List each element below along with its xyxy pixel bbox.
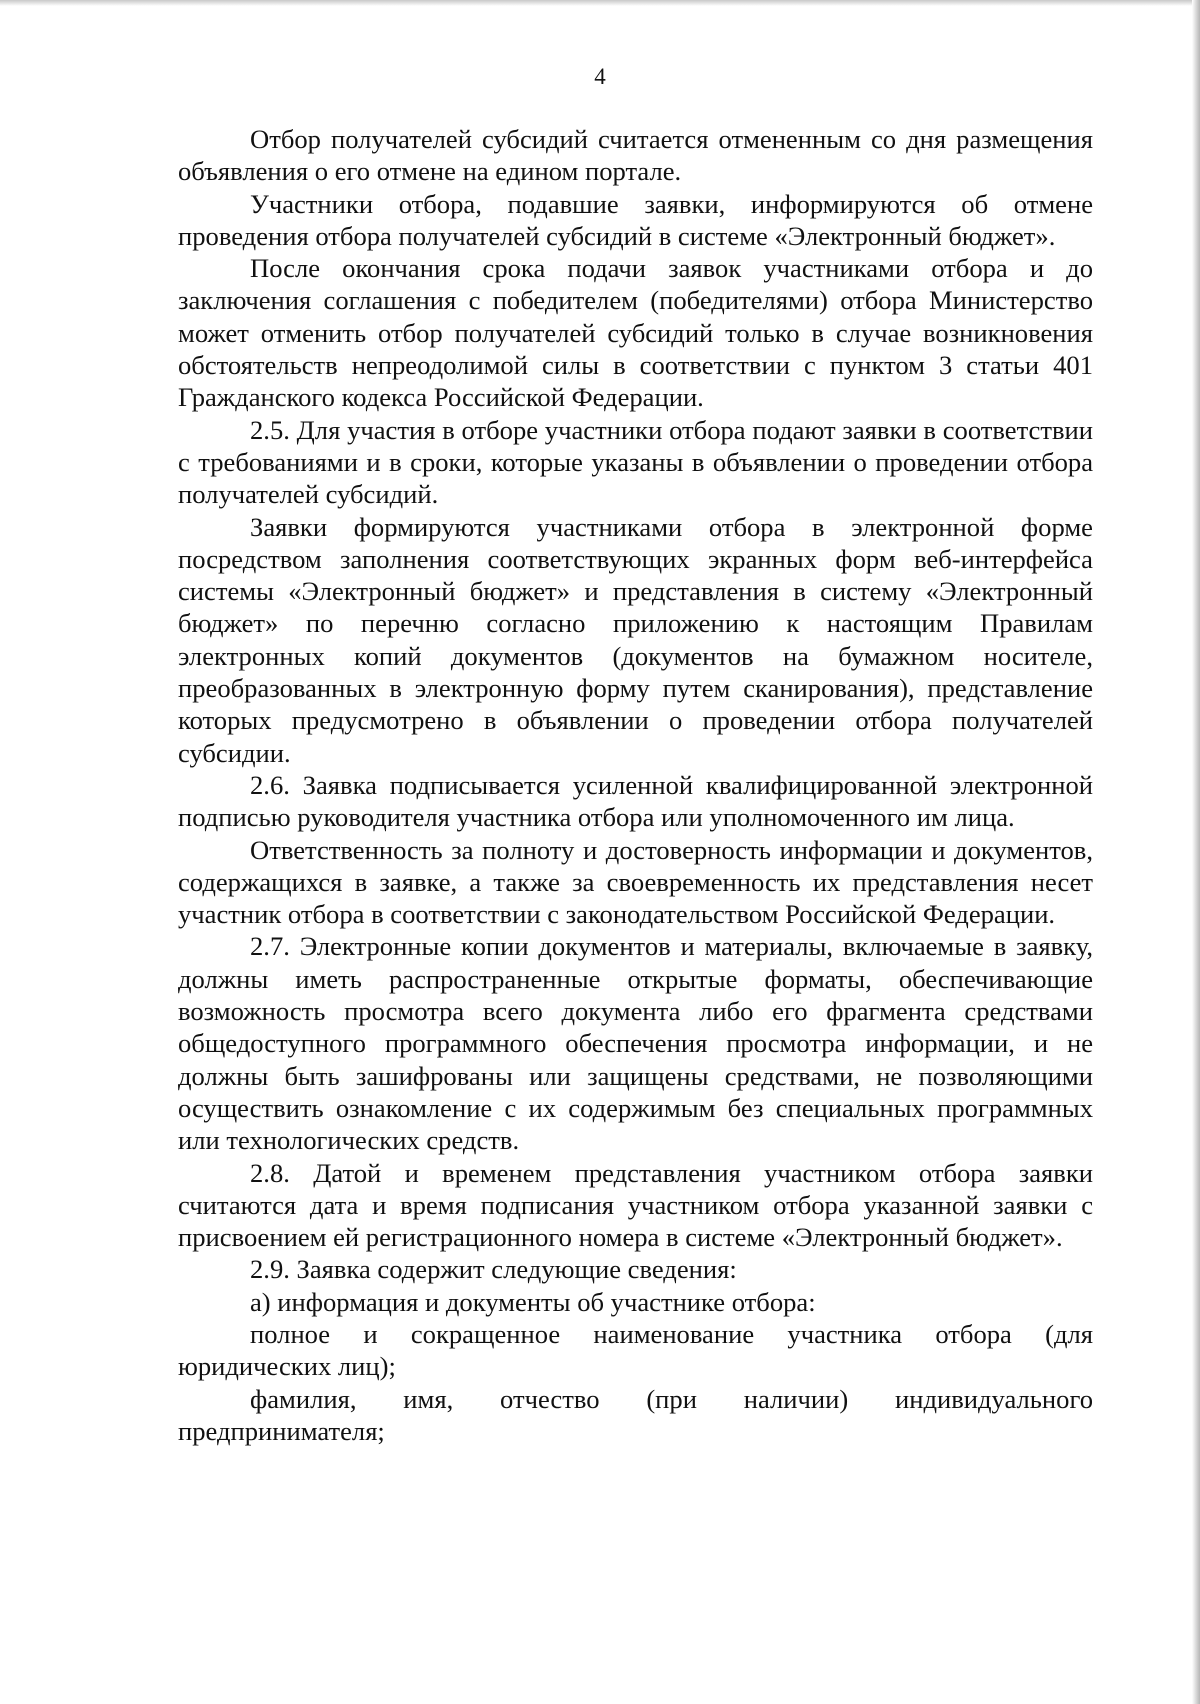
page-number: 4: [594, 64, 606, 89]
paragraph-entrepreneur-name: фамилия, имя, отчество (при наличии) индивидуального предпринимателя;: [178, 1383, 1093, 1446]
document-body: [178, 123, 1093, 1447]
paragraph-2-8: 2.8. Датой и временем представления участником отбора заявки считаются дата и время подписания участником отбора указанной заявки с присвоением ей регистрационного номера в системе «Электронный бюджет».: [178, 1157, 1093, 1253]
paragraph-2-5: 2.5. Для участия в отборе участники отбора подают заявки в соответствии с требованиями и в сроки, которые указаны в объявлении о проведении отбора получателей субсидий.: [178, 414, 1093, 510]
paragraph-2-9: 2.9. Заявка содержит следующие сведения:: [250, 1254, 737, 1285]
paragraph-item-a: а) информация и документы об участнике отбора:: [250, 1286, 816, 1317]
paragraph-application-forming: Заявки формируются участниками отбора в электронной форме посредством заполнения соответствующих экранных форм веб-интерфейса системы «Электронный бюджет» и представления в систему «Электронный бюджет» по перечню согласно приложению к настоящим Правилам электронных копий документов (документов на бумажном носителе, преобразованных в электронную форму путем сканирования), представление которых предусмотрено в объявлении о проведении отбора получателей субсидии.: [178, 511, 1093, 768]
paragraph-participants-notified: Участники отбора, подавшие заявки, информируются об отмене проведения отбора получателей субсидий в системе «Электронный бюджет».: [178, 188, 1093, 251]
paragraph-full-name-legal: полное и сокращенное наименование участника отбора (для юридических лиц);: [178, 1318, 1093, 1382]
scan-edge-right: [1192, 0, 1200, 1704]
paragraph-2-7: 2.7. Электронные копии документов и материалы, включаемые в заявку, должны иметь распространенные открытые форматы, обеспечивающие возможность просмотра всего документа либо его фрагмента средствами общедоступного программного обеспечения просмотра информации, и не должны быть зашифрованы или защищены средствами, не позволяющими осуществить ознакомление с их содержимым без специальных программных или технологических средств.: [178, 931, 1093, 1156]
paragraph-selection-cancel: Отбор получателей субсидий считается отмененным со дня размещения объявления о его отмене на едином портале.: [178, 124, 1093, 187]
scan-edge-top: [0, 0, 1200, 6]
paragraph-responsibility: Ответственность за полноту и достоверность информации и документов, содержащихся в заявке, а также за своевременность их представления несет участник отбора в соответствии с законодательством Российской Федерации.: [178, 834, 1093, 930]
paragraph-force-majeure: После окончания срока подачи заявок участниками отбора и до заключения соглашения с победителем (победителями) отбора Министерство может отменить отбор получателей субсидий только в случае возникновения обстоятельств непреодолимой силы в соответствии с пунктом 3 статьи 401 Гражданского кодекса Российской Федерации.: [178, 253, 1093, 413]
paragraph-2-6: 2.6. Заявка подписывается усиленной квалифицированной электронной подписью руководителя участника отбора или уполномоченного им лица.: [178, 769, 1093, 833]
